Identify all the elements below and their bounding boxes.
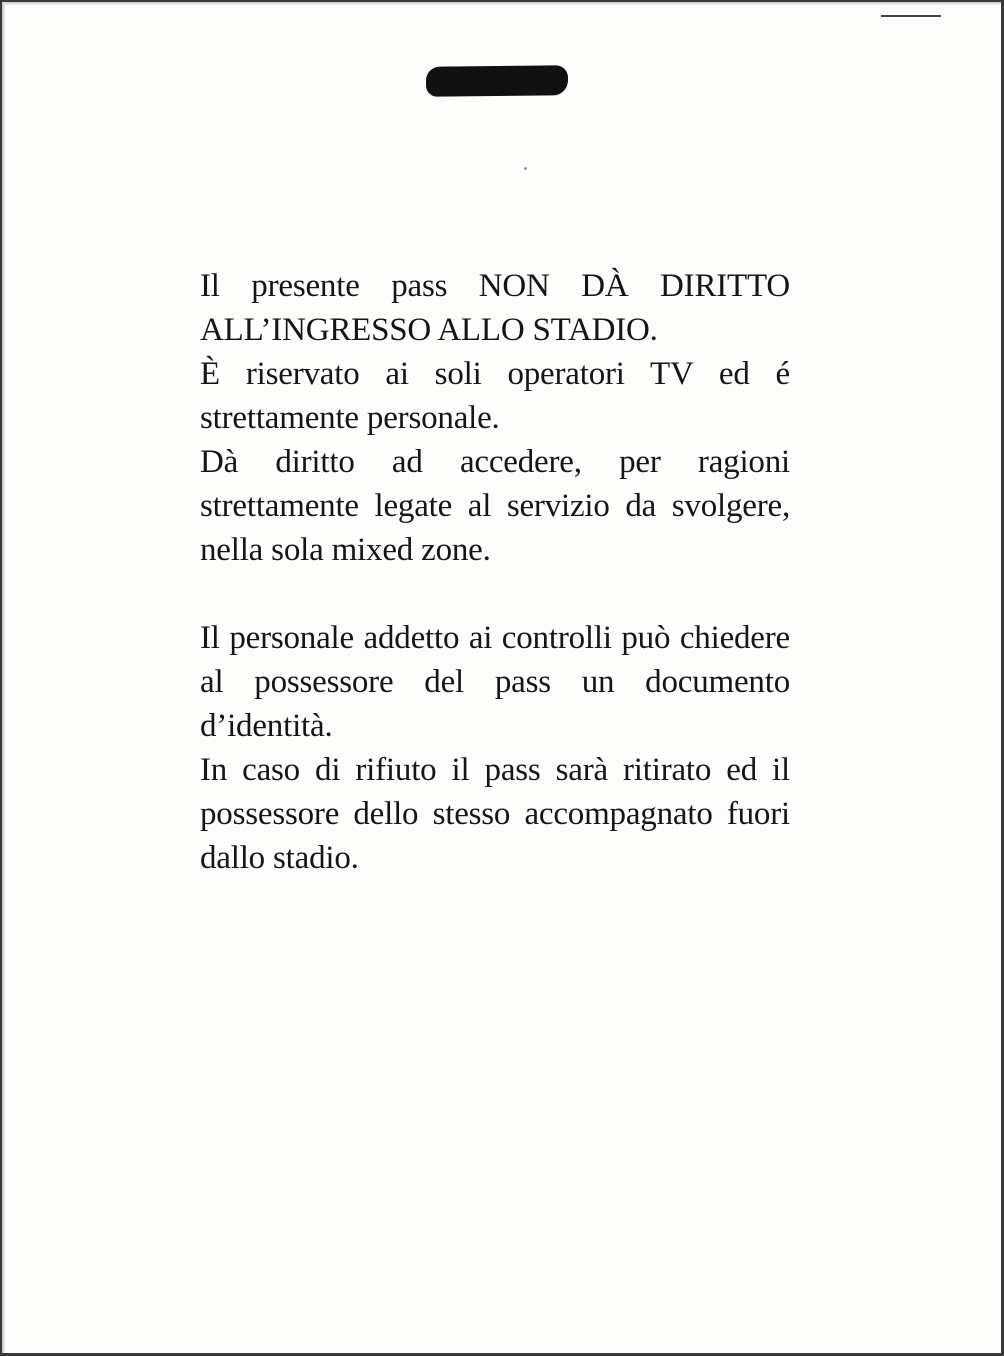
card-top-edge [2, 2, 1001, 5]
terms-paragraph-reserved: È riservato ai soli operatori TV ed é strettamente personale. [200, 356, 790, 436]
redacted-logo-block [426, 65, 568, 96]
pass-card [2, 2, 1001, 1353]
terms-paragraph-refusal: In caso di rifiuto il pass sarà ritirato ed il possessore dello stesso accompagnato fuori dallo stadio. [200, 752, 790, 876]
corner-line-mark [881, 15, 941, 17]
terms-line-2: ALL’INGRESSO ALLO STADIO. [200, 312, 658, 348]
pass-terms-text [200, 264, 790, 880]
terms-paragraph-controls: Il personale addetto ai controlli può chiedere al possessore del pass un documento d’identità. [200, 620, 790, 744]
terms-line-1: Il presente pass NON DÀ DIRITTO [200, 268, 790, 304]
card-left-edge [2, 2, 5, 1353]
paragraph-spacer [200, 572, 790, 616]
print-speck [524, 167, 527, 170]
terms-paragraph-access: Dà diritto ad accedere, per ragioni strettamente legate al servizio da svolgere, nella sola mixed zone. [200, 444, 790, 568]
